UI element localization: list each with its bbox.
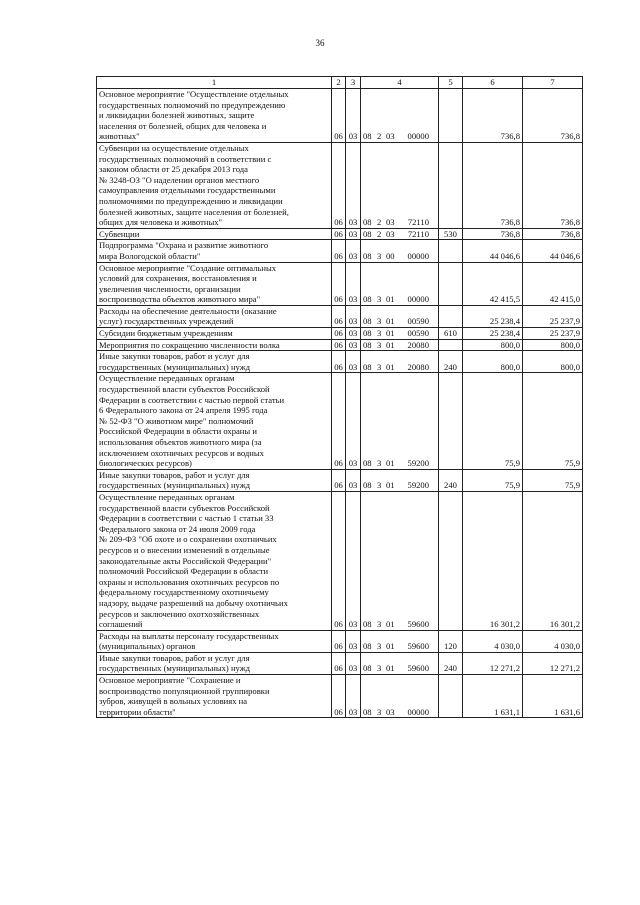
target-article-code: [361, 328, 439, 340]
article-code-part: 2: [377, 228, 382, 239]
subsection-code: 03: [346, 675, 361, 718]
article-code-part: 3: [377, 706, 382, 717]
expense-type-code: [439, 262, 463, 305]
amount-col-6: 75,9: [463, 469, 523, 491]
article-code-part: 3: [377, 361, 382, 372]
header-cell: 4: [361, 77, 439, 89]
row-name: Мероприятия по сокращению численности волка: [97, 339, 332, 351]
row-name: Осуществление переданных органам государственной власти субъектов Российской Федерации в соответствии с частью первой статьи 6 Федерального закона от 24 апреля 1995 года № 52-ФЗ "О животном мире" полномочий Российской Федерации в области охраны и использования объектов животного мира (за исключением охотничьих ресурсов и водных биологических ресурсов): [97, 373, 332, 469]
article-code-part: 59600: [407, 641, 429, 652]
section-code: 06: [332, 339, 346, 351]
article-code-part: 72110: [407, 217, 429, 228]
article-code-part: 20080: [407, 361, 429, 372]
amount-col-6: 25 238,4: [463, 305, 523, 327]
header-cell: 3: [346, 77, 361, 89]
header-row: [97, 77, 583, 89]
amount-col-6: 800,0: [463, 351, 523, 373]
row-name: Субвенции на осуществление отдельных государственных полномочий в соответствии с законом области от 25 декабря 2013 года № 3248-ОЗ "О наделении органов местного самоуправления отдельными государственными полномочиями по предупреждению и ликвидации болезней животных, защите населения от болезней, общих для человека и животных": [97, 142, 332, 228]
target-article-code: [361, 675, 439, 718]
amount-col-6: 1 631,1: [463, 675, 523, 718]
section-code: 06: [332, 142, 346, 228]
target-article-code: [361, 469, 439, 491]
target-article-code: [361, 491, 439, 630]
article-code-part: 01: [386, 294, 395, 305]
expense-type-code: [439, 675, 463, 718]
article-code-part: 3: [377, 328, 382, 339]
amount-col-7: 12 271,2: [523, 652, 583, 674]
row-name: Расходы на обеспечение деятельности (оказание услуг) государственных учреждений: [97, 305, 332, 327]
subsection-code: 03: [346, 339, 361, 351]
amount-col-6: 12 271,2: [463, 652, 523, 674]
article-code-part: 3: [377, 339, 382, 350]
article-code-part: 3: [377, 316, 382, 327]
section-code: 06: [332, 469, 346, 491]
article-code-part: 03: [386, 131, 395, 142]
amount-col-6: 25 238,4: [463, 328, 523, 340]
table-row: [97, 675, 583, 718]
section-code: 06: [332, 328, 346, 340]
row-name: Иные закупки товаров, работ и услуг для государственных (муниципальных) нужд: [97, 351, 332, 373]
table-row: [97, 469, 583, 491]
amount-col-7: 42 415,0: [523, 262, 583, 305]
subsection-code: 03: [346, 630, 361, 652]
article-code-part: 59600: [407, 619, 429, 630]
article-code-part: 20080: [407, 339, 429, 350]
expense-type-code: 610: [439, 328, 463, 340]
row-name: Субвенции: [97, 228, 332, 240]
amount-col-6: 4 030,0: [463, 630, 523, 652]
article-code-part: 3: [377, 641, 382, 652]
amount-col-7: 1 631,6: [523, 675, 583, 718]
article-code-part: 59200: [407, 458, 429, 469]
section-code: 06: [332, 675, 346, 718]
subsection-code: 03: [346, 652, 361, 674]
article-code-part: 08: [363, 294, 372, 305]
expense-type-code: [439, 491, 463, 630]
article-code-part: 03: [386, 228, 395, 239]
article-code-part: 08: [363, 217, 372, 228]
article-code-part: 59600: [407, 663, 429, 674]
target-article-code: [361, 373, 439, 469]
article-code-part: 08: [363, 316, 372, 327]
target-article-code: [361, 142, 439, 228]
section-code: 06: [332, 373, 346, 469]
article-code-part: 3: [377, 663, 382, 674]
amount-col-7: 800,0: [523, 339, 583, 351]
table-row: [97, 351, 583, 373]
table-row: [97, 652, 583, 674]
amount-col-6: 736,8: [463, 142, 523, 228]
amount-col-6: 736,8: [463, 228, 523, 240]
expense-type-code: [439, 240, 463, 262]
article-code-part: 08: [363, 458, 372, 469]
article-code-part: 01: [386, 480, 395, 491]
article-code-part: 00000: [407, 294, 429, 305]
row-name: Подпрограмма "Охрана и развитие животного мира Вологодской области": [97, 240, 332, 262]
target-article-code: [361, 262, 439, 305]
row-name: Осуществление переданных органам государственной власти субъектов Российской Федерации в соответствии с частью 1 статьи 33 Федерального закона от 24 июля 2009 года № 209-ФЗ "Об охоте и о сохранении охотничьих ресурсов и о внесении изменений в отдельные законодательные акты Российской Федерации" полномочий Российской Федерации в области охраны и использования охотничьих ресурсов по федеральному государственному охотничьему надзору, выдаче разрешений на добычу охотничьих ресурсов и заключению охотхозяйственных соглашений: [97, 491, 332, 630]
article-code-part: 08: [363, 619, 372, 630]
article-code-part: 08: [363, 328, 372, 339]
article-code-part: 2: [377, 217, 382, 228]
amount-col-6: 75,9: [463, 373, 523, 469]
article-code-part: 01: [386, 641, 395, 652]
amount-col-7: 736,8: [523, 142, 583, 228]
amount-col-7: 75,9: [523, 469, 583, 491]
article-code-part: 3: [377, 619, 382, 630]
header-cell: 5: [439, 77, 463, 89]
article-code-part: 08: [363, 641, 372, 652]
table-row: [97, 373, 583, 469]
article-code-part: 08: [363, 361, 372, 372]
target-article-code: [361, 351, 439, 373]
subsection-code: 03: [346, 373, 361, 469]
subsection-code: 03: [346, 228, 361, 240]
article-code-part: 08: [363, 250, 372, 261]
target-article-code: [361, 305, 439, 327]
section-code: 06: [332, 89, 346, 143]
amount-col-6: 736,8: [463, 89, 523, 143]
target-article-code: [361, 228, 439, 240]
amount-col-7: 736,8: [523, 89, 583, 143]
article-code-part: 3: [377, 294, 382, 305]
article-code-part: 3: [377, 458, 382, 469]
expense-type-code: [439, 339, 463, 351]
expense-type-code: [439, 305, 463, 327]
article-code-part: 00000: [407, 706, 429, 717]
subsection-code: 03: [346, 142, 361, 228]
article-code-part: 3: [377, 480, 382, 491]
article-code-part: 01: [386, 339, 395, 350]
subsection-code: 03: [346, 491, 361, 630]
article-code-part: 00590: [407, 328, 429, 339]
target-article-code: [361, 339, 439, 351]
expense-type-code: [439, 89, 463, 143]
article-code-part: 01: [386, 458, 395, 469]
target-article-code: [361, 240, 439, 262]
header-cell: 2: [332, 77, 346, 89]
article-code-part: 00000: [407, 250, 429, 261]
amount-col-6: 44 046,6: [463, 240, 523, 262]
article-code-part: 03: [386, 217, 395, 228]
subsection-code: 03: [346, 469, 361, 491]
subsection-code: 03: [346, 262, 361, 305]
article-code-part: 08: [363, 131, 372, 142]
subsection-code: 03: [346, 351, 361, 373]
article-code-part: 08: [363, 228, 372, 239]
amount-col-7: 25 237,9: [523, 305, 583, 327]
article-code-part: 72110: [407, 228, 429, 239]
section-code: 06: [332, 491, 346, 630]
expense-type-code: 530: [439, 228, 463, 240]
article-code-part: 08: [363, 706, 372, 717]
subsection-code: 03: [346, 240, 361, 262]
table-row: [97, 305, 583, 327]
table-row: [97, 328, 583, 340]
article-code-part: 08: [363, 663, 372, 674]
row-name: Субсидии бюджетным учреждениям: [97, 328, 332, 340]
target-article-code: [361, 652, 439, 674]
amount-col-7: 4 030,0: [523, 630, 583, 652]
table-row: [97, 240, 583, 262]
target-article-code: [361, 630, 439, 652]
table-row: [97, 228, 583, 240]
article-code-part: 01: [386, 663, 395, 674]
amount-col-6: 42 415,5: [463, 262, 523, 305]
budget-table: [96, 76, 583, 718]
article-code-part: 59200: [407, 480, 429, 491]
expense-type-code: 240: [439, 351, 463, 373]
expense-type-code: 120: [439, 630, 463, 652]
article-code-part: 01: [386, 619, 395, 630]
article-code-part: 00: [386, 250, 395, 261]
article-code-part: 01: [386, 316, 395, 327]
row-name: Иные закупки товаров, работ и услуг для государственных (муниципальных) нужд: [97, 652, 332, 674]
section-code: 06: [332, 630, 346, 652]
expense-type-code: [439, 373, 463, 469]
table-row: [97, 491, 583, 630]
article-code-part: 08: [363, 480, 372, 491]
table-row: [97, 339, 583, 351]
table-row: [97, 89, 583, 143]
table-row: [97, 262, 583, 305]
table-body: [97, 89, 583, 718]
article-code-part: 01: [386, 361, 395, 372]
section-code: 06: [332, 351, 346, 373]
amount-col-7: 800,0: [523, 351, 583, 373]
article-code-part: 08: [363, 339, 372, 350]
article-code-part: 00590: [407, 316, 429, 327]
amount-col-7: 25 237,9: [523, 328, 583, 340]
target-article-code: [361, 89, 439, 143]
row-name: Иные закупки товаров, работ и услуг для государственных (муниципальных) нужд: [97, 469, 332, 491]
expense-type-code: [439, 142, 463, 228]
section-code: 06: [332, 262, 346, 305]
section-code: 06: [332, 228, 346, 240]
row-name: Основное мероприятие "Осуществление отдельных государственных полномочий по предупреждению и ликвидации болезней животных, защите населения от болезней, общих для человека и животных": [97, 89, 332, 143]
amount-col-6: 16 301,2: [463, 491, 523, 630]
section-code: 06: [332, 652, 346, 674]
amount-col-7: 16 301,2: [523, 491, 583, 630]
article-code-part: 3: [377, 250, 382, 261]
subsection-code: 03: [346, 328, 361, 340]
article-code-part: 03: [386, 706, 395, 717]
table-row: [97, 630, 583, 652]
section-code: 06: [332, 305, 346, 327]
amount-col-6: 800,0: [463, 339, 523, 351]
table-row: [97, 142, 583, 228]
subsection-code: 03: [346, 305, 361, 327]
row-name: Расходы на выплаты персоналу государственных (муниципальных) органов: [97, 630, 332, 652]
amount-col-7: 75,9: [523, 373, 583, 469]
row-name: Основное мероприятие "Создание оптимальных условий для сохранения, восстановления и увеличения численности, организации воспроизводства объектов животного мира": [97, 262, 332, 305]
header-cell: 6: [463, 77, 523, 89]
article-code-part: 2: [377, 131, 382, 142]
expense-type-code: 240: [439, 652, 463, 674]
page-number: 36: [315, 38, 325, 48]
header-cell: 7: [523, 77, 583, 89]
article-code-part: 00000: [407, 131, 429, 142]
header-cell: 1: [97, 77, 332, 89]
amount-col-7: 736,8: [523, 228, 583, 240]
row-name: Основное мероприятие "Сохранение и воспроизводство популяционной группировки зубров, живущей в вольных условиях на территории области": [97, 675, 332, 718]
section-code: 06: [332, 240, 346, 262]
subsection-code: 03: [346, 89, 361, 143]
expense-type-code: 240: [439, 469, 463, 491]
article-code-part: 01: [386, 328, 395, 339]
amount-col-7: 44 046,6: [523, 240, 583, 262]
